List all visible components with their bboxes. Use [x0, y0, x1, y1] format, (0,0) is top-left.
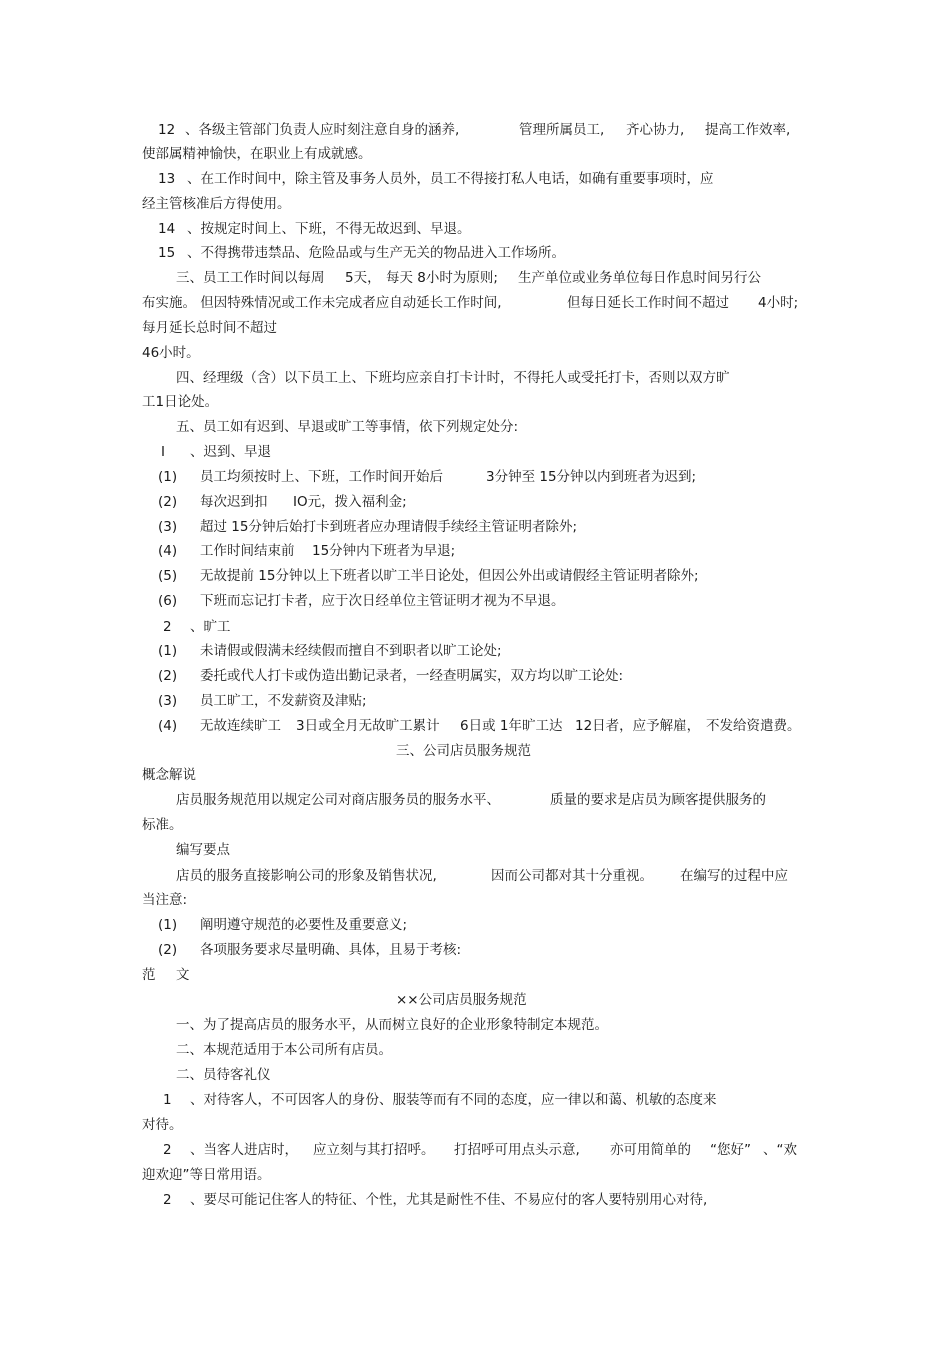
text-segment: 、迟到、早退: [190, 444, 271, 460]
text-segment: 打招呼可用点头示意,: [454, 1142, 580, 1158]
text-segment: 12日者，应予解雇，: [575, 718, 701, 734]
text-segment: 15: [158, 245, 176, 261]
text-segment: (2): [158, 668, 178, 684]
text-segment: 每天 8小时为原则;: [386, 270, 498, 286]
text-segment: 管理所属员工,: [519, 122, 605, 138]
text-segment: 未请假或假满未经续假而擅自不到职者以旷工论处;: [200, 643, 502, 659]
text-segment: 应立刻与其打招呼。: [313, 1142, 435, 1158]
text-segment: 编写要点: [176, 842, 230, 858]
text-segment: 一、为了提高店员的服务水平，从而树立良好的企业形象特制定本规范。: [176, 1017, 608, 1033]
text-segment: 、对待客人，不可因客人的身份、服装等而有不同的态度，应一律以和蔼、机敏的态度来: [190, 1092, 717, 1108]
text-segment: 质量的要求是店员为顾客提供服务的: [550, 792, 766, 808]
text-segment: 每月延长总时间不超过: [142, 320, 277, 336]
text-segment: 阐明遵守规范的必要性及重要意义;: [200, 917, 408, 933]
text-segment: 、在工作时间中，除主管及事务人员外，员工不得接打私人电话，如确有重要事项时，应: [187, 171, 714, 187]
text-segment: 2: [163, 619, 172, 635]
document-title: ××公司店员服务规范: [396, 992, 527, 1008]
text-segment: IO元，拨入福利金;: [293, 494, 407, 510]
text-segment: 布实施。 但因特殊情况或工作未完成者应自动延长工作时间,: [142, 295, 502, 311]
text-segment: 14: [158, 221, 176, 237]
text-segment: 下班而忘记打卡者，应于次日经单位主管证明才视为不早退。: [200, 593, 565, 609]
text-segment: 提高工作效率,: [705, 122, 791, 138]
text-segment: 3日或全月无故旷工累计: [296, 718, 440, 734]
text-segment: 但每日延长工作时间不超过: [567, 295, 729, 311]
section-heading: 三、公司店员服务规范: [396, 743, 531, 759]
text-segment: 齐心协力,: [626, 122, 685, 138]
text-segment: 不发给资遣费。: [706, 718, 801, 734]
text-segment: (3): [158, 693, 178, 709]
text-segment: 四、经理级（含）以下员工上、下班均应亲自打卡计时，不得托人或受托打卡，否则以双方旷: [176, 370, 730, 386]
text-segment: “您好”: [710, 1142, 751, 1158]
text-segment: 店员的服务直接影响公司的形象及销售状况,: [176, 868, 437, 884]
text-segment: 无故提前 15分钟以上下班者以旷工半日论处，但因公外出或请假经主管证明者除外;: [200, 568, 699, 584]
text-segment: 店员服务规范用以规定公司对商店服务员的服务水平、: [176, 792, 500, 808]
text-segment: 三、员工工作时间以每周: [176, 270, 325, 286]
text-segment: 亦可用简单的: [610, 1142, 691, 1158]
text-segment: 在编写的过程中应: [680, 868, 788, 884]
text-segment: 12: [158, 122, 176, 138]
text-segment: (5): [158, 568, 178, 584]
text-segment: 13: [158, 171, 176, 187]
text-segment: 工1日论处。: [142, 394, 219, 410]
text-segment: I: [161, 444, 165, 460]
text-segment: 当注意:: [142, 892, 188, 908]
text-segment: 文: [176, 967, 190, 983]
text-segment: (2): [158, 494, 178, 510]
text-segment: (1): [158, 917, 178, 933]
text-segment: (3): [158, 519, 178, 535]
text-segment: 、“欢: [763, 1142, 797, 1158]
text-segment: 经主管核准后方得使用。: [142, 196, 291, 212]
text-segment: 15分钟内下班者为早退;: [312, 543, 456, 559]
text-segment: 对待。: [142, 1117, 183, 1133]
text-segment: 46小时。: [142, 345, 200, 361]
text-segment: 迎欢迎”等日常用语。: [142, 1167, 271, 1183]
text-segment: 员工旷工，不发薪资及津贴;: [200, 693, 367, 709]
text-segment: 每次迟到扣: [200, 494, 268, 510]
text-segment: 、各级主管部门负责人应时刻注意自身的涵养,: [185, 122, 460, 138]
text-segment: 委托或代人打卡或伪造出勤记录者，一经查明属实，双方均以旷工论处:: [200, 668, 624, 684]
text-segment: 1: [163, 1092, 172, 1108]
text-segment: (4): [158, 543, 178, 559]
text-segment: 4小时;: [758, 295, 799, 311]
text-segment: 工作时间结束前: [200, 543, 295, 559]
text-segment: 2: [163, 1142, 172, 1158]
text-segment: 3分钟至 15分钟以内到班者为迟到;: [486, 469, 697, 485]
text-segment: 使部属精神愉快，在职业上有成就感。: [142, 146, 372, 162]
text-segment: 因而公司都对其十分重视。: [491, 868, 653, 884]
text-segment: 各项服务要求尽量明确、具体，且易于考核:: [200, 942, 462, 958]
text-segment: 、不得携带违禁品、危险品或与生产无关的物品进入工作场所。: [187, 245, 565, 261]
text-segment: 生产单位或业务单位每日作息时间另行公: [518, 270, 761, 286]
text-segment: 、当客人进店时，: [190, 1142, 298, 1158]
text-segment: 概念解说: [142, 767, 196, 783]
text-segment: 、旷工: [190, 619, 231, 635]
text-segment: (2): [158, 942, 178, 958]
text-segment: (1): [158, 469, 178, 485]
text-segment: 6日或 1年旷工达: [460, 718, 563, 734]
text-segment: 5天，: [345, 270, 381, 286]
text-segment: 五、员工如有迟到、早退或旷工等事情，依下列规定处分:: [176, 419, 519, 435]
text-segment: 超过 15分钟后始打卡到班者应办理请假手续经主管证明者除外;: [200, 519, 578, 535]
text-segment: (6): [158, 593, 178, 609]
text-segment: (1): [158, 643, 178, 659]
text-segment: 员工均须按时上、下班，工作时间开始后: [200, 469, 443, 485]
text-segment: 二、员待客礼仪: [176, 1067, 271, 1083]
text-segment: 无故连续旷工: [200, 718, 281, 734]
text-segment: 标准。: [142, 817, 183, 833]
text-segment: 、按规定时间上、下班，不得无故迟到、早退。: [187, 221, 471, 237]
text-segment: 范: [142, 967, 156, 983]
text-segment: 2: [163, 1192, 172, 1208]
text-segment: (4): [158, 718, 178, 734]
text-segment: 、要尽可能记住客人的特征、个性，尤其是耐性不佳、不易应付的客人要特别用心对待,: [190, 1192, 708, 1208]
text-segment: 二、本规范适用于本公司所有店员。: [176, 1042, 392, 1058]
